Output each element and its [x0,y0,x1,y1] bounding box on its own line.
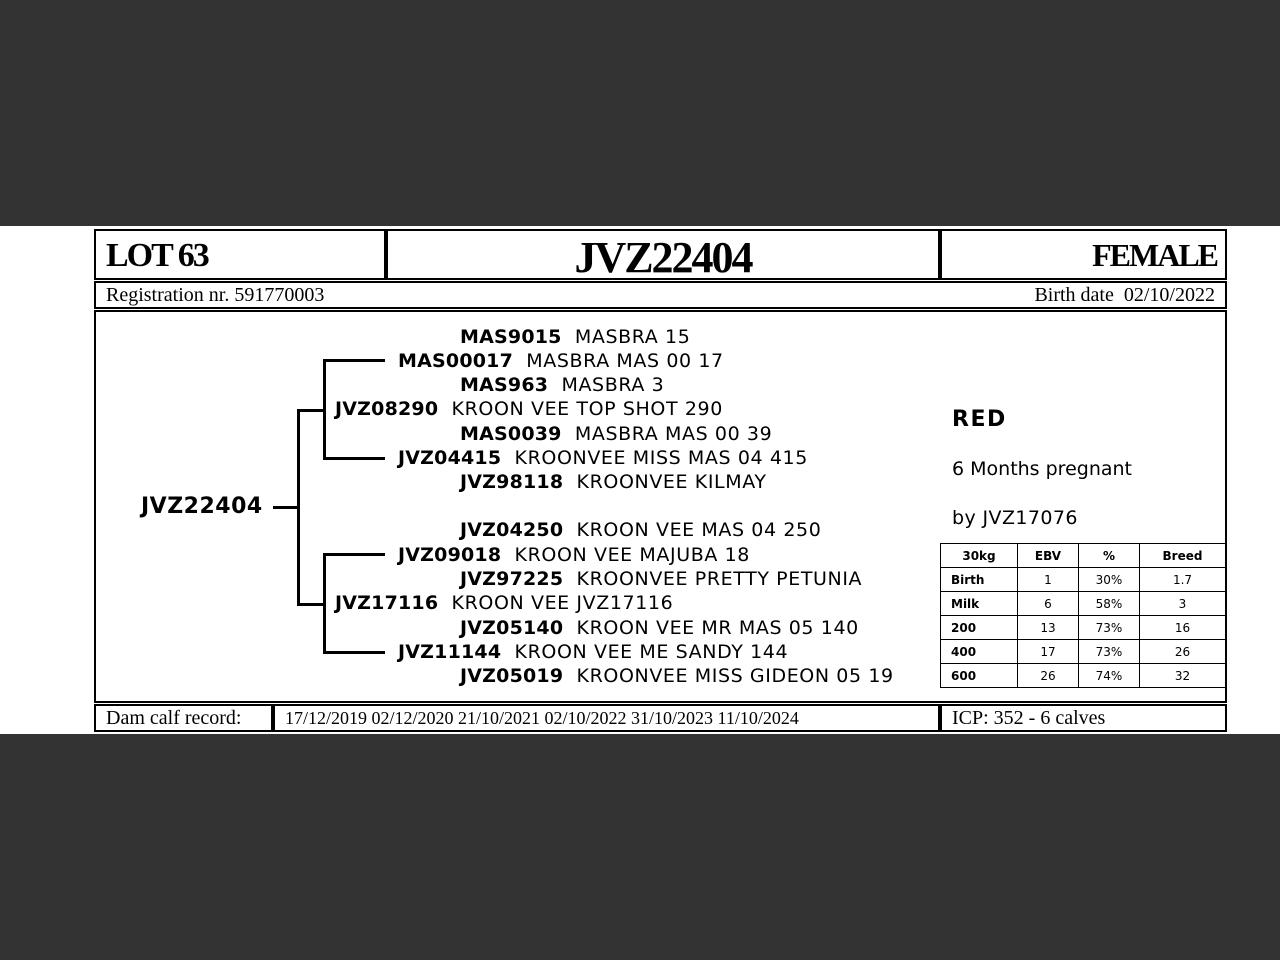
birth-date-label: Birth date [1034,284,1114,306]
sire-dam-sire: MAS0039 MASBRA MAS 00 39 [460,423,773,445]
ebv-trait: 200 [941,616,1018,640]
ebv-header-row [941,544,1226,568]
ebv-breed: 1.7 [1140,568,1226,592]
dam-connector [297,603,325,606]
dam-calf-label: Dam calf record: [106,707,242,729]
ebv-value: 1 [1018,568,1079,592]
ebv-breed: 3 [1140,592,1226,616]
subject-id: JVZ22404 [141,494,263,519]
animal-id-cell [386,229,940,280]
ebv-trait: Milk [941,592,1018,616]
table-row [941,664,1226,688]
color-label: RED [952,407,1007,432]
sire-sire-line [323,359,385,362]
icp-cell [940,704,1227,732]
root-vertical [297,409,300,606]
dam-vertical [323,553,326,654]
ebv-accuracy: 58% [1079,592,1140,616]
dam-dam: JVZ11144 KROON VEE ME SANDY 144 [398,641,789,663]
ebv-col-trait: 30kg [941,544,1018,568]
ebv-accuracy: 74% [1079,664,1140,688]
pregnant-by: by JVZ17076 [952,507,1078,529]
sire-sire: MAS00017 MASBRA MAS 00 17 [398,350,724,372]
ebv-trait: Birth [941,568,1018,592]
sire-dam-line [323,457,385,460]
sire-sire-dam: MAS963 MASBRA 3 [460,374,665,396]
info-row [94,281,1227,309]
sire-vertical [323,359,326,460]
icp-value: ICP: 352 - 6 calves [952,707,1106,729]
lot-cell [94,229,386,280]
ebv-table [940,543,1226,688]
sex-label: FEMALE [1092,237,1217,273]
ebv-breed: 16 [1140,616,1226,640]
table-row [941,640,1226,664]
animal-id-title: JVZ22404 [574,233,752,282]
dam-dam-line [323,651,385,654]
pregnancy-status: 6 Months pregnant [952,458,1132,480]
dam-sire-line [323,553,385,556]
ebv-accuracy: 73% [1079,640,1140,664]
birth-date [1034,284,1215,307]
ebv-trait: 600 [941,664,1018,688]
ebv-value: 17 [1018,640,1079,664]
table-row [941,592,1226,616]
birth-date-value: 02/10/2022 [1123,284,1215,306]
dam-calf-dates: 17/12/2019 02/12/2020 21/10/2021 02/10/2022 31/10/2023 11/10/2024 [285,708,799,728]
table-row [941,616,1226,640]
ebv-trait: 400 [941,640,1018,664]
ebv-accuracy: 30% [1079,568,1140,592]
sire-sire-sire: MAS9015 MASBRA 15 [460,326,691,348]
ebv-breed: 32 [1140,664,1226,688]
ebv-value: 13 [1018,616,1079,640]
ebv-col-breed: Breed [1140,544,1226,568]
ebv-accuracy: 73% [1079,616,1140,640]
dam-sire-dam: JVZ97225 KROONVEE PRETTY PETUNIA [460,568,863,590]
dam-dam-dam: JVZ05019 KROONVEE MISS GIDEON 05 19 [460,665,894,687]
ebv-col-ebv: EBV [1018,544,1079,568]
dam: JVZ17116 KROON VEE JVZ17116 [335,592,674,614]
sex-cell [940,229,1227,280]
dam-sire: JVZ09018 KROON VEE MAJUBA 18 [398,544,750,566]
dam-dam-sire: JVZ05140 KROON VEE MR MAS 05 140 [460,617,859,639]
subject-connector [273,506,298,509]
dam-sire-sire: JVZ04250 KROON VEE MAS 04 250 [460,519,822,541]
sire-dam-dam: JVZ98118 KROONVEE KILMAY [460,471,767,493]
ebv-breed: 26 [1140,640,1226,664]
lot-number: LOT 63 [106,237,208,274]
ebv-col-percent: % [1079,544,1140,568]
ebv-value: 6 [1018,592,1079,616]
dam-calf-label-cell [94,704,273,732]
registration-number: Registration nr. 591770003 [106,284,325,306]
ebv-value: 26 [1018,664,1079,688]
sire-connector [297,409,325,412]
sire: JVZ08290 KROON VEE TOP SHOT 290 [335,398,723,420]
table-row [941,568,1226,592]
sire-dam: JVZ04415 KROONVEE MISS MAS 04 415 [398,447,808,469]
dam-calf-dates-cell [273,704,940,732]
